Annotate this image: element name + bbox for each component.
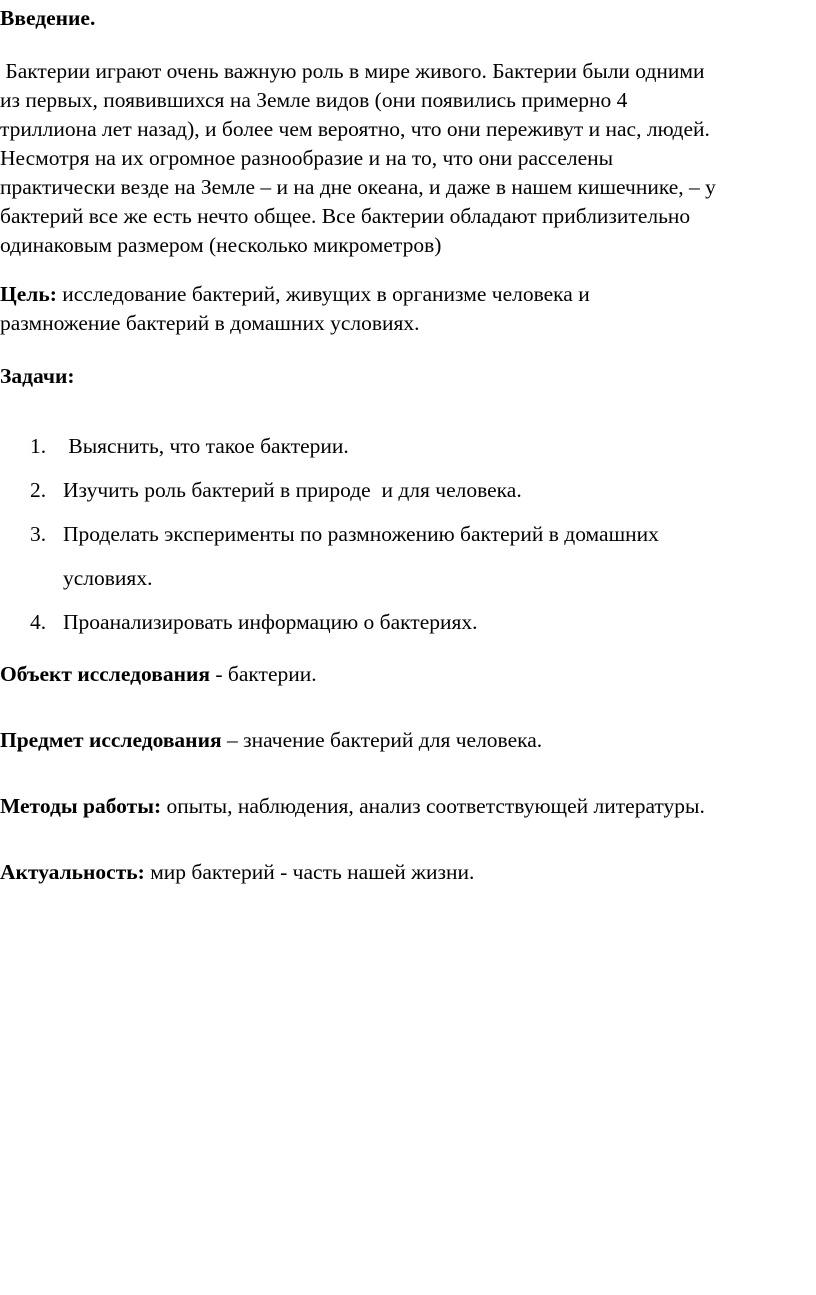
task-number: 1. bbox=[30, 434, 47, 458]
task-item bbox=[0, 468, 659, 512]
task-text: Выяснить, что такое бактерии. bbox=[63, 434, 349, 458]
subject-label: Предмет исследования bbox=[0, 728, 222, 752]
subject-line bbox=[0, 726, 542, 755]
task-text: Проанализировать информацию о бактериях. bbox=[63, 610, 478, 634]
task-number: 3. bbox=[30, 522, 47, 546]
goal-label: Цель: bbox=[0, 282, 57, 306]
intro-line: из первых, появившихся на Земле видов (они появились примерно 4 bbox=[0, 88, 628, 112]
relevance-text: мир бактерий - часть нашей жизни. bbox=[144, 860, 475, 884]
task-text: условиях. bbox=[63, 566, 153, 590]
goal-paragraph bbox=[0, 280, 590, 338]
relevance-label: Актуальность: bbox=[0, 860, 145, 884]
object-text: - бактерии. bbox=[210, 662, 317, 686]
intro-line: триллиона лет назад), и более чем вероятно, что они переживут и нас, людей. bbox=[0, 117, 710, 141]
relevance-line bbox=[0, 858, 474, 887]
intro-line: бактерий все же есть нечто общее. Все бактерии обладают приблизительно bbox=[0, 204, 691, 228]
methods-line bbox=[0, 792, 705, 821]
object-line bbox=[0, 660, 317, 689]
task-item bbox=[0, 512, 659, 556]
tasks-heading: Задачи: bbox=[0, 364, 75, 388]
tasks-list bbox=[0, 424, 659, 644]
task-number: 4. bbox=[30, 610, 47, 634]
intro-line: практически везде на Земле – и на дне океана, и даже в нашем кишечнике, – у bbox=[0, 175, 716, 199]
goal-line: размножение бактерий в домашних условиях. bbox=[0, 311, 420, 335]
intro-line: Несмотря на их огромное разнообразие и на то, что они расселены bbox=[0, 146, 614, 170]
task-item-continuation bbox=[0, 556, 659, 600]
task-item bbox=[0, 600, 659, 644]
subject-text: – значение бактерий для человека. bbox=[221, 728, 543, 752]
methods-label: Методы работы: bbox=[0, 794, 162, 818]
goal-line bbox=[0, 280, 590, 309]
task-number: 2. bbox=[30, 478, 47, 502]
object-label: Объект исследования bbox=[0, 662, 210, 686]
task-text: Изучить роль бактерий в природе и для человека. bbox=[63, 478, 522, 502]
section-heading: Введение. bbox=[0, 6, 96, 30]
intro-line: Бактерии играют очень важную роль в мире живого. Бактерии были одними bbox=[0, 59, 705, 83]
task-text: Проделать эксперименты по размножению бактерий в домашних bbox=[63, 522, 659, 546]
intro-line: одинаковым размером (несколько микрометров) bbox=[0, 233, 442, 257]
intro-paragraph bbox=[0, 57, 816, 260]
goal-text: исследование бактерий, живущих в организме человека и bbox=[56, 282, 590, 306]
task-item bbox=[0, 424, 659, 468]
methods-text: опыты, наблюдения, анализ соответствующей литературы. bbox=[161, 794, 705, 818]
